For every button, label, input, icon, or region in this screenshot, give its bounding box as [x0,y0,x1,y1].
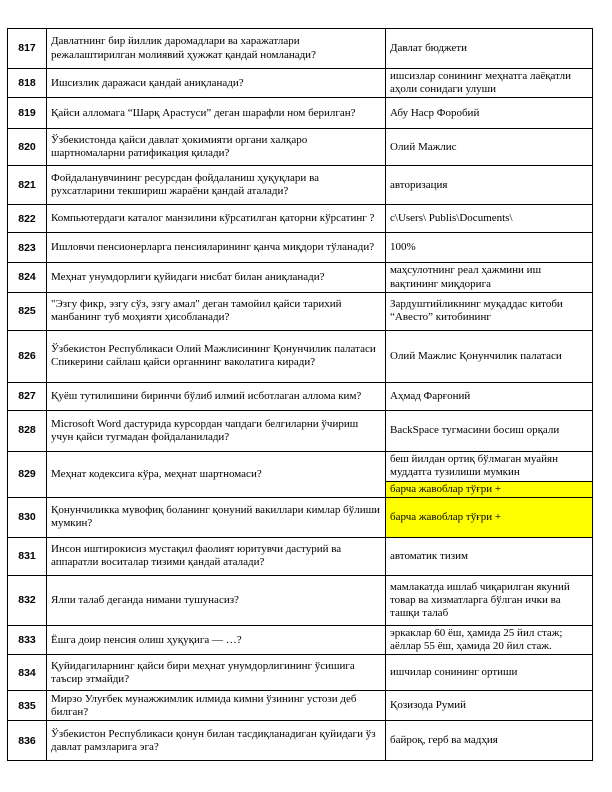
answer-cell: Зардуштийликнинг муқаддас китоби “Авесто” китобининг [386,292,593,330]
answer-cell: 100% [386,233,593,263]
row-number: 836 [8,721,47,761]
question-cell: Меҳнат кодексига кўра, меҳнат шартномаси? [47,451,386,497]
table-row [8,205,593,233]
table-row [8,166,593,205]
row-number: 820 [8,129,47,166]
table-row [8,69,593,98]
row-number: 834 [8,655,47,691]
answer-cell: Қозизода Румий [386,691,593,721]
answer-cell: ишсизлар сонининг меҳнатга лаёқатли аҳоли сонидаги улуши [386,69,593,98]
answer-cell: Олий Мажлис Қонунчилик палатаси [386,330,593,382]
row-number: 819 [8,98,47,129]
question-cell: "Эзгу фикр, эзгу сўз, эзгу амал" деган тамойил қайси тарихий манбанинг туб моҳияти ҳисобланади? [47,292,386,330]
row-number: 833 [8,625,47,654]
table-row [8,233,593,263]
answer-cell: автоматик тизим [386,537,593,575]
answer-cell: авторизация [386,166,593,205]
answer-cell: беш йилдан ортиқ бўлмаган муайян муддатга тузилиши мумкин [386,451,593,481]
highlighted-answer-cell: барча жавоблар тўғри + [386,481,593,497]
row-number: 827 [8,382,47,410]
answer-cell: BackSpace тугмасини босиш орқали [386,410,593,451]
highlighted-answer-cell: барча жавоблар тўғри + [386,497,593,537]
question-cell: Ялпи талаб деганда нимани тушунасиз? [47,575,386,625]
row-number: 824 [8,263,47,292]
question-cell: Мирзо Улуғбек мунажжимлик илмида кимни ўзининг устози деб билган? [47,691,386,721]
answer-cell: Абу Наср Форобий [386,98,593,129]
question-cell: Ишсизлик даражаси қандай аниқланади? [47,69,386,98]
question-cell: Қонунчиликка мувофиқ боланинг қонуний вакиллари кимлар бўлиши мумкин? [47,497,386,537]
row-number: 828 [8,410,47,451]
question-cell: Қуёш тутилишини биринчи бўлиб илмий исботлаган аллома ким? [47,382,386,410]
row-number: 830 [8,497,47,537]
question-cell: Компьютердаги каталог манзилини кўрсатилган қаторни кўрсатинг ? [47,205,386,233]
table-row [8,292,593,330]
row-number: 831 [8,537,47,575]
row-number: 817 [8,29,47,69]
row-number: 826 [8,330,47,382]
table-row [8,382,593,410]
row-number: 829 [8,451,47,497]
answer-cell: мамлакатда ишлаб чиқарилган якуний товар ва хизматларга бўлган ички ва ташқи талаб [386,575,593,625]
table-row [8,98,593,129]
table-row [8,410,593,451]
question-cell: Фойдаланувчининг ресурсдан фойдаланиш ҳуқуқлари ва рухсатларини текшириш жараёни қандай аталади? [47,166,386,205]
table-row [8,655,593,691]
answer-cell: ишчилар сонининг ортиши [386,655,593,691]
answer-cell: маҳсулотнинг реал ҳажмини иш вақтининг миқдорига [386,263,593,292]
row-number: 825 [8,292,47,330]
row-number: 823 [8,233,47,263]
question-cell: Қайси алломага “Шарқ Арастуси” деган шарафли ном берилган? [47,98,386,129]
question-cell: Ўзбекистон Республикаси қонун билан тасдиқланадиган қуйидаги ўз давлат рамзларига эга? [47,721,386,761]
table-row [8,29,593,69]
row-number: 835 [8,691,47,721]
table-row [8,129,593,166]
answer-cell: Олий Мажлис [386,129,593,166]
question-cell: Ўзбекистон Республикаси Олий Мажлисининг Қонунчилик палатаси Спикерини сайлаш қайси органнинг ваколатига киради? [47,330,386,382]
table-row [8,691,593,721]
answer-cell: байроқ, герб ва мадҳия [386,721,593,761]
question-cell: Қуйидагиларнинг қайси бири меҳнат унумдорлигининг ўсишига таъсир этмайди? [47,655,386,691]
table-row [8,497,593,537]
table-row [8,263,593,292]
answer-cell: Давлат бюджети [386,29,593,69]
question-cell: Меҳнат унумдорлиги қуйидаги нисбат билан аниқланади? [47,263,386,292]
table-row [8,575,593,625]
question-cell: Ишловчи пенсионерларга пенсияларининг қанча миқдори тўланади? [47,233,386,263]
row-number: 822 [8,205,47,233]
row-number: 832 [8,575,47,625]
table-row [8,625,593,654]
question-cell: Ёшга доир пенсия олиш ҳуқуқига — …? [47,625,386,654]
answer-cell: эркаклар 60 ёш, ҳамида 25 йил стаж; аёллар 55 ёш, ҳамида 20 йил стаж. [386,625,593,654]
question-cell: Инсон иштирокисиз мустақил фаолият юритувчи дастурий ва аппаратли воситалар тизими қандай аталади? [47,537,386,575]
table-row [8,537,593,575]
row-number: 818 [8,69,47,98]
table-row [8,330,593,382]
question-cell: Ўзбекистонда қайси давлат ҳокимияти органи халқаро шартномаларни ратификация қилади? [47,129,386,166]
question-cell: Давлатнинг бир йиллик даромадлари ва харажатлари режалаштирилган молиявий ҳужжат қандай номланади? [47,29,386,69]
question-cell: Microsoft Word дастурида курсордан чапдаги белгиларни ўчириш учун қайси тугмадан фойдаланилади? [47,410,386,451]
table-row [8,721,593,761]
row-number: 821 [8,166,47,205]
answer-cell: Аҳмад Фарғоний [386,382,593,410]
table-row [8,451,593,481]
question-table [7,28,593,761]
answer-cell: c\Users\ Publis\Documents\ [386,205,593,233]
